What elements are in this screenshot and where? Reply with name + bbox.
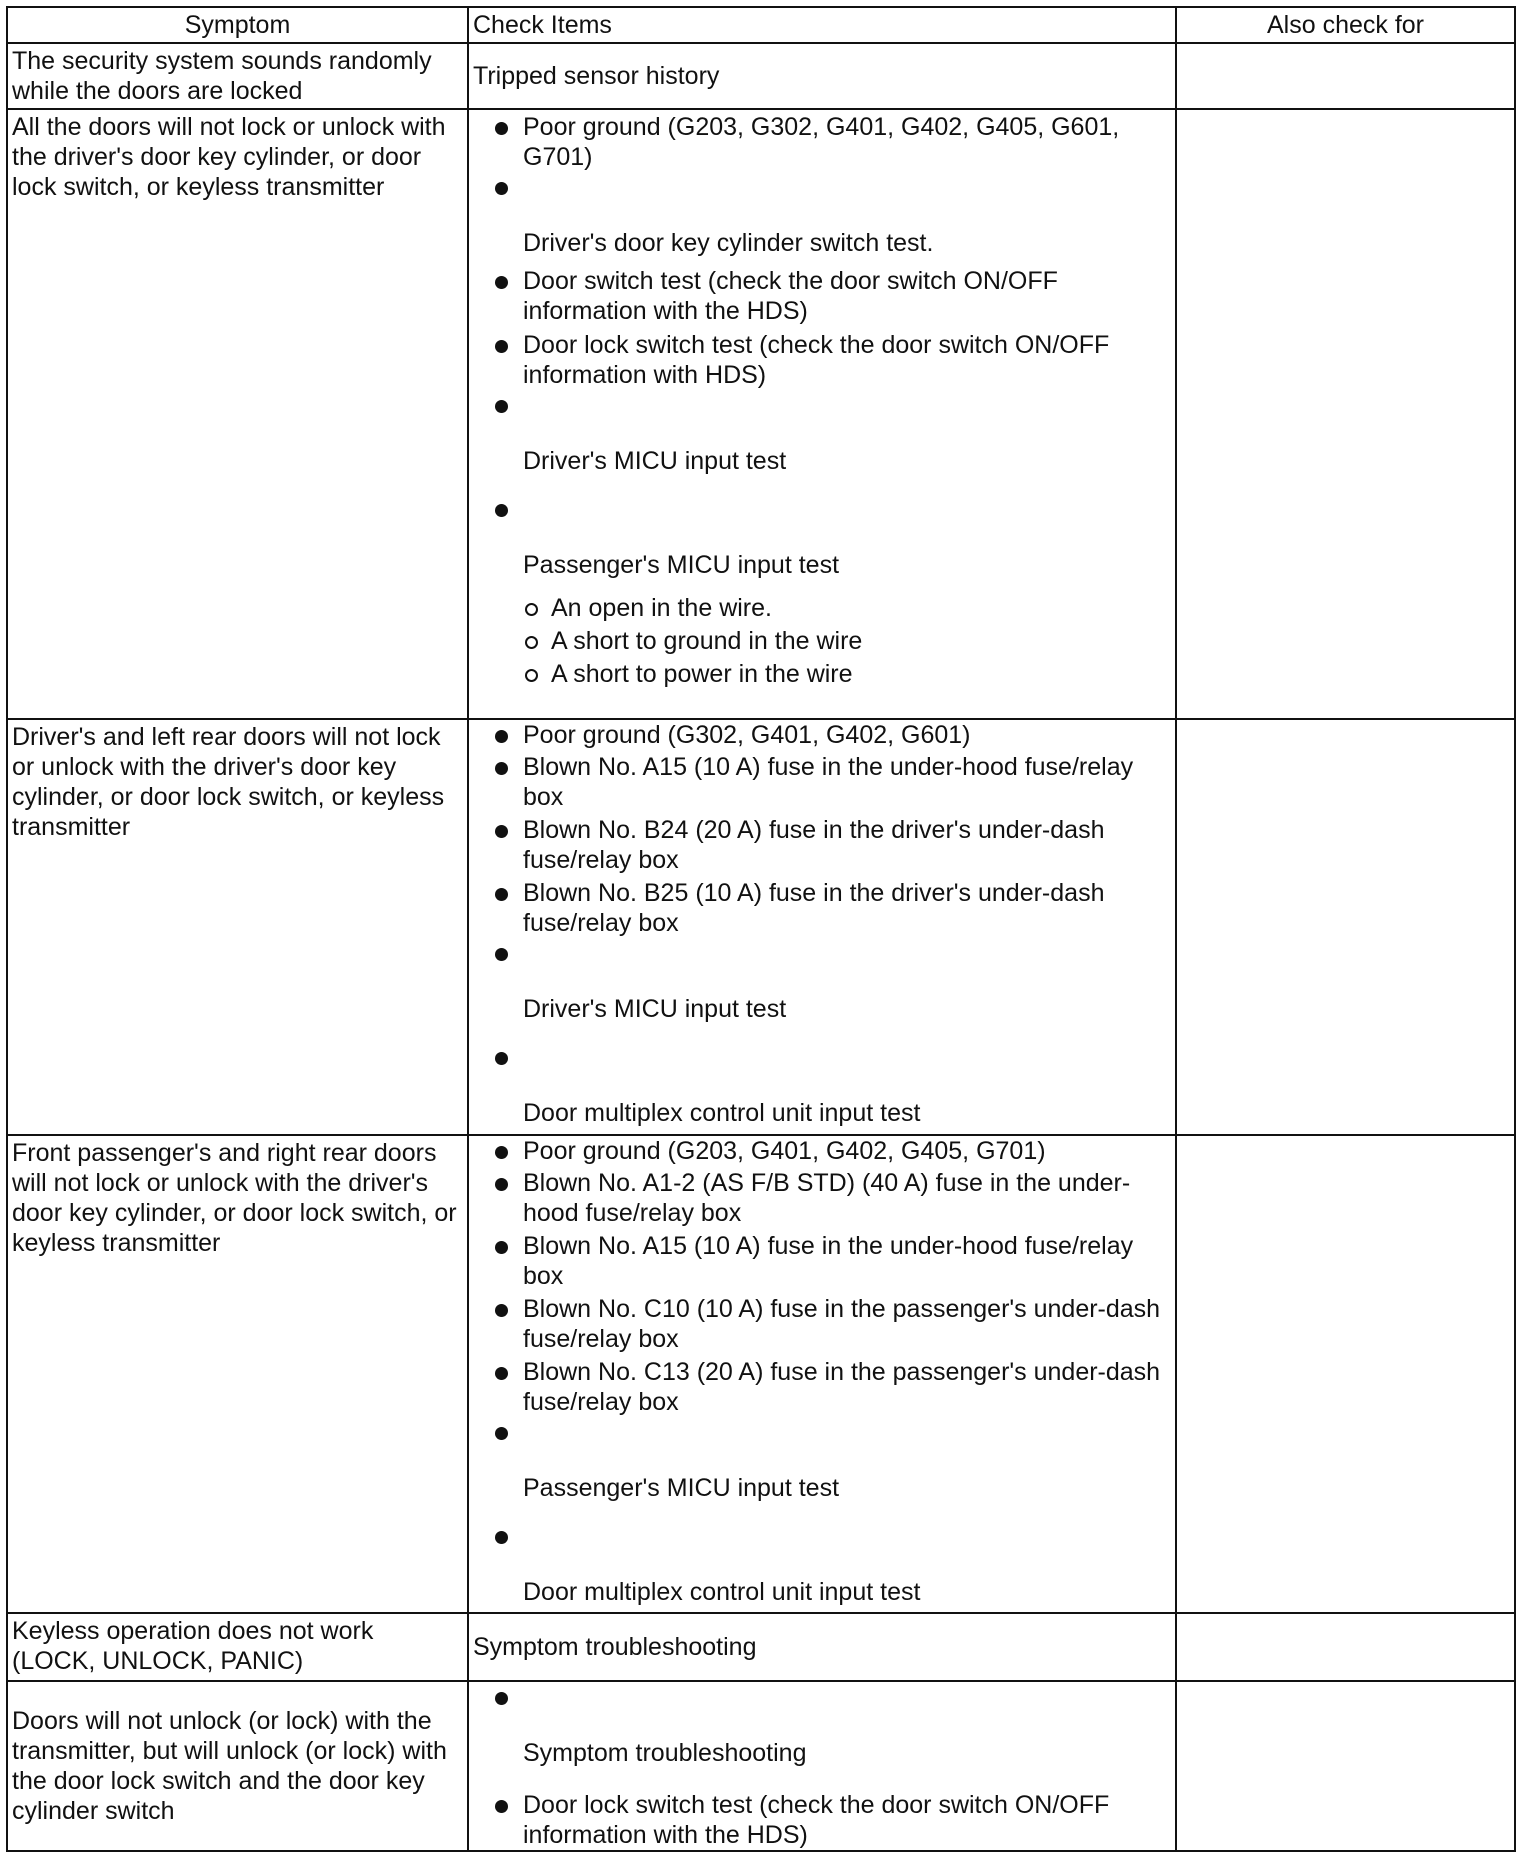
list-item: Poor ground (G302, G401, G402, G601) (493, 720, 1171, 750)
bullet-icon (495, 948, 508, 961)
header-also-check-for: Also check for (1176, 7, 1515, 43)
bullet-icon (495, 1800, 508, 1813)
bullet-icon (495, 825, 508, 838)
bullet-icon (495, 1304, 508, 1317)
list-item: An open in the wire. (523, 592, 1171, 625)
bullet-icon (495, 504, 508, 517)
bullet-icon (495, 888, 508, 901)
troubleshooting-table (6, 6, 1516, 1852)
list-item: A short to ground in the wire (523, 625, 1171, 658)
also-check-cell (1176, 1613, 1515, 1681)
circle-bullet-icon (525, 636, 538, 649)
check-subitems-list (473, 592, 1171, 691)
header-symptom: Symptom (7, 7, 468, 43)
list-item: Door lock switch test (check the door switch ON/OFF information with the HDS) (493, 1790, 1171, 1850)
list-item: Symptom troubleshooting (493, 1682, 1171, 1790)
check-items-list (473, 720, 1171, 1127)
table-row (7, 1613, 1515, 1681)
bullet-icon (495, 400, 508, 413)
list-item: Blown No. C10 (10 A) fuse in the passenger's under-dash fuse/relay box (493, 1294, 1171, 1354)
list-item: Door multiplex control unit input test (493, 1521, 1171, 1603)
bullet-icon (495, 762, 508, 775)
check-items-list (473, 1136, 1171, 1606)
bullet-icon (495, 1178, 508, 1191)
check-items-cell (468, 1681, 1176, 1851)
list-item: Door multiplex control unit input test (493, 1042, 1171, 1124)
bullet-icon (495, 340, 508, 353)
bullet-icon (495, 122, 508, 135)
bullet-icon (495, 1427, 508, 1440)
bullet-icon (495, 1052, 508, 1065)
check-items-list (473, 1682, 1171, 1850)
list-item: A short to power in the wire (523, 658, 1171, 691)
also-check-cell (1176, 1681, 1515, 1851)
list-item: Poor ground (G203, G401, G402, G405, G701) (493, 1136, 1171, 1166)
check-items-cell: Symptom troubleshooting (468, 1613, 1176, 1681)
check-items-cell (468, 1135, 1176, 1613)
symptom-cell: All the doors will not lock or unlock with the driver's door key cylinder, or door lock switch, or keyless transmitter (7, 109, 468, 719)
list-item: Blown No. B25 (10 A) fuse in the driver's under-dash fuse/relay box (493, 878, 1171, 938)
list-item: Driver's MICU input test (493, 390, 1171, 494)
symptom-cell: The security system sounds randomly while the doors are locked (7, 43, 468, 109)
bullet-icon (495, 730, 508, 743)
list-item: Blown No. A1-2 (AS F/B STD) (40 A) fuse in the under-hood fuse/relay box (493, 1168, 1171, 1228)
check-items-cell (468, 719, 1176, 1135)
list-item: Passenger's MICU input test (493, 1417, 1171, 1521)
bullet-icon (495, 1241, 508, 1254)
bullet-icon (495, 182, 508, 195)
circle-bullet-icon (525, 669, 538, 682)
also-check-cell (1176, 719, 1515, 1135)
list-item: Poor ground (G203, G302, G401, G402, G405, G601, G701) (493, 112, 1171, 172)
bullet-icon (495, 1146, 508, 1159)
table-row (7, 1681, 1515, 1851)
list-item: Blown No. B24 (20 A) fuse in the driver's under-dash fuse/relay box (493, 815, 1171, 875)
list-item: Door lock switch test (check the door switch ON/OFF information with HDS) (493, 330, 1171, 390)
list-item: Blown No. A15 (10 A) fuse in the under-hood fuse/relay box (493, 752, 1171, 812)
circle-bullet-icon (525, 603, 538, 616)
check-items-list (473, 112, 1171, 598)
list-item: Door switch test (check the door switch ON/OFF information with the HDS) (493, 266, 1171, 326)
table-row (7, 43, 1515, 109)
check-items-cell: Tripped sensor history (468, 43, 1176, 109)
also-check-cell (1176, 1135, 1515, 1613)
header-row (7, 7, 1515, 43)
also-check-cell (1176, 109, 1515, 719)
symptom-cell: Keyless operation does not work (LOCK, UNLOCK, PANIC) (7, 1613, 468, 1681)
header-check-items: Check Items (468, 7, 1176, 43)
symptom-cell: Driver's and left rear doors will not lock or unlock with the driver's door key cylinder, or door lock switch, or keyless transmitter (7, 719, 468, 1135)
list-item: Blown No. A15 (10 A) fuse in the under-hood fuse/relay box (493, 1231, 1171, 1291)
table-row (7, 719, 1515, 1135)
check-items-cell (468, 109, 1176, 719)
list-item: Blown No. C13 (20 A) fuse in the passenger's under-dash fuse/relay box (493, 1357, 1171, 1417)
symptom-cell: Front passenger's and right rear doors will not lock or unlock with the driver's door key cylinder, or door lock switch, or keyless transmitter (7, 1135, 468, 1613)
bullet-icon (495, 1367, 508, 1380)
list-item: Driver's door key cylinder switch test. (493, 172, 1171, 256)
table-row (7, 109, 1515, 719)
bullet-icon (495, 276, 508, 289)
also-check-cell (1176, 43, 1515, 109)
bullet-icon (495, 1531, 508, 1544)
bullet-icon (495, 1692, 508, 1705)
symptom-cell: Doors will not unlock (or lock) with the transmitter, but will unlock (or lock) with the door lock switch and the door key cylinder switch (7, 1681, 468, 1851)
table-row (7, 1135, 1515, 1613)
list-item: Passenger's MICU input test (493, 494, 1171, 598)
list-item: Driver's MICU input test (493, 938, 1171, 1042)
